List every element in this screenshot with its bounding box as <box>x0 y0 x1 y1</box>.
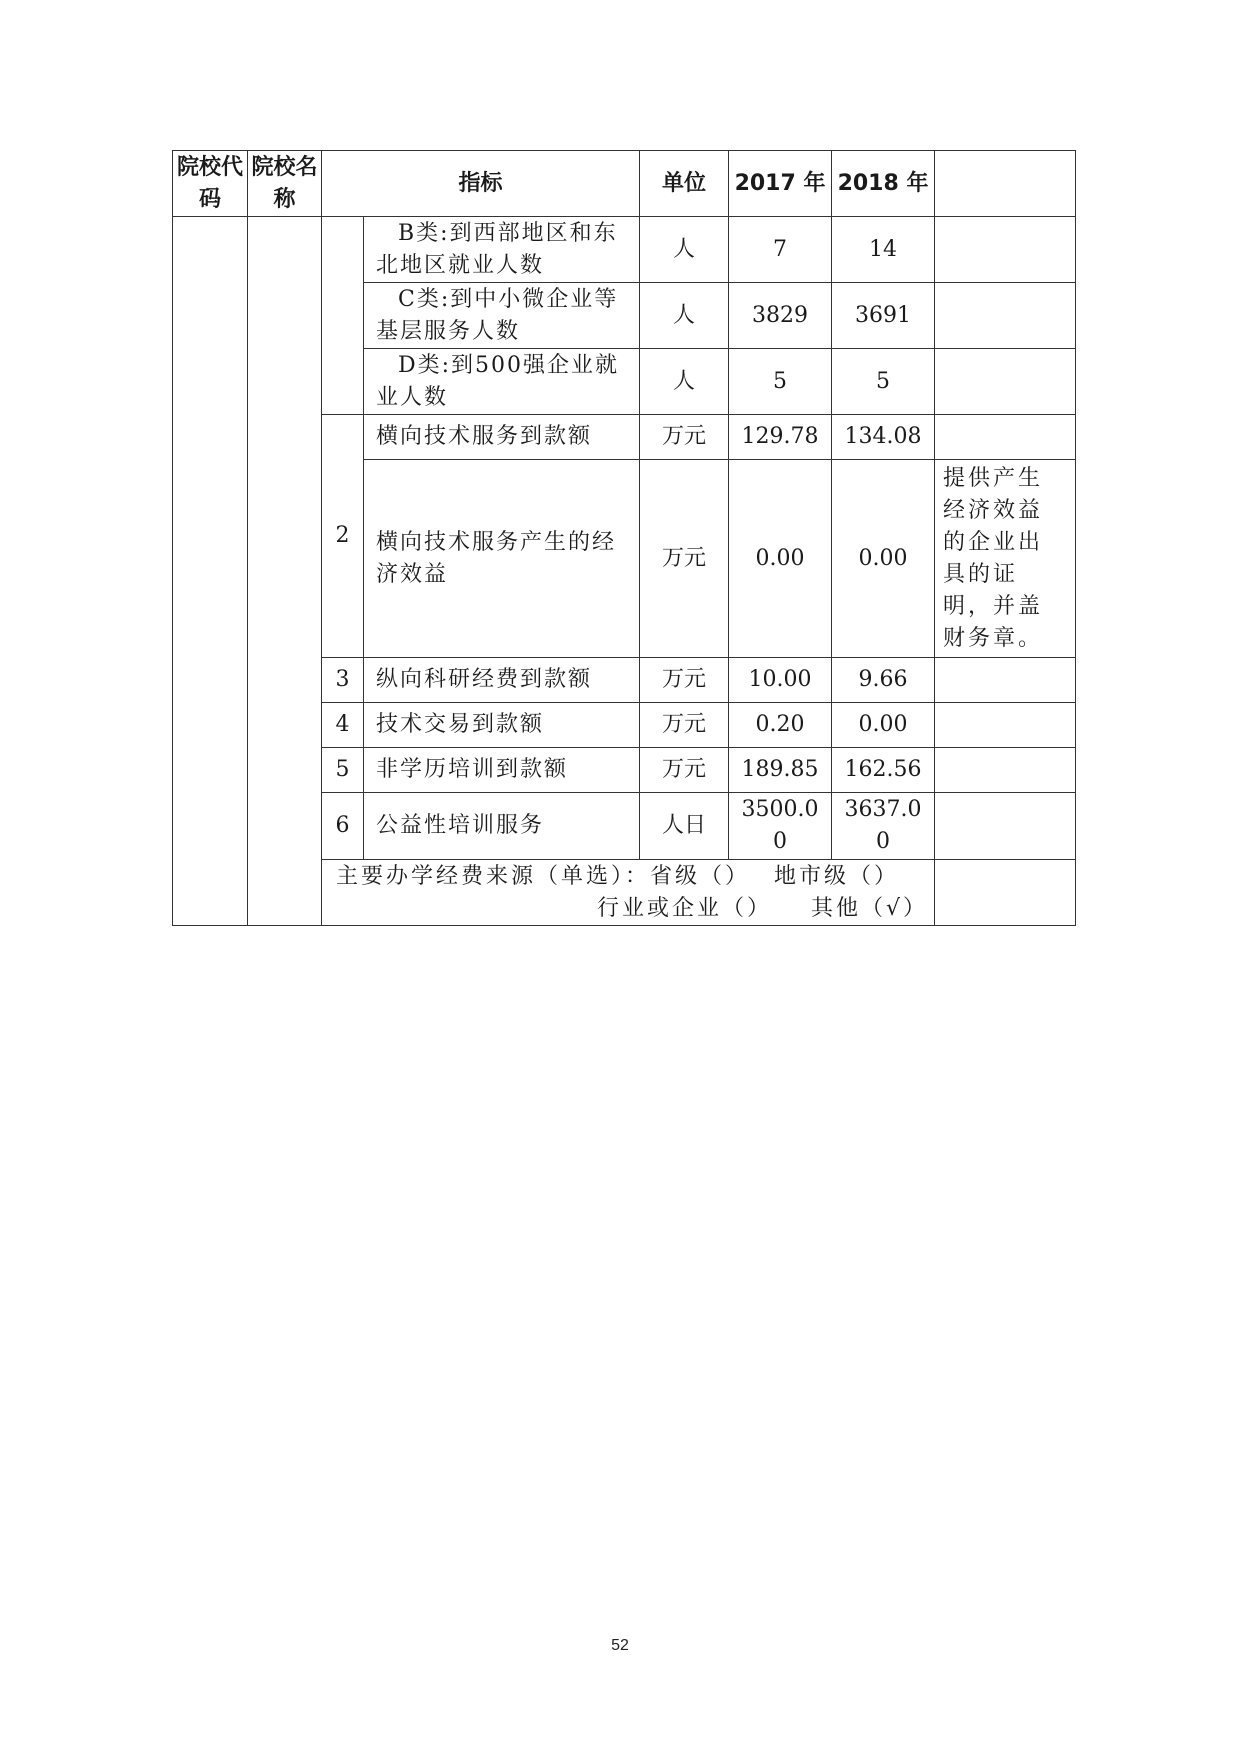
value-2017-cell: 0.00 <box>729 460 832 658</box>
table-row <box>173 217 1076 283</box>
unit-cell: 万元 <box>640 748 729 793</box>
value-2018-cell: 9.66 <box>832 658 935 703</box>
unit-cell: 人日 <box>640 793 729 860</box>
indicator-cell: 公益性培训服务 <box>364 793 640 860</box>
unit-cell: 万元 <box>640 415 729 460</box>
header-school-code: 院校代码 <box>173 151 248 217</box>
funding-source-cell <box>322 860 935 926</box>
item-no-cell: 5 <box>322 748 364 793</box>
value-2017-cell: 5 <box>729 349 832 415</box>
note-cell <box>935 860 1076 926</box>
value-2017-cell: 3500.00 <box>729 793 832 860</box>
value-2018-cell: 0.00 <box>832 703 935 748</box>
item-no-cell: 6 <box>322 793 364 860</box>
value-2017-cell: 0.20 <box>729 703 832 748</box>
page-number: 52 <box>611 1637 629 1654</box>
school-code-cell <box>173 217 248 926</box>
header-row <box>173 151 1076 217</box>
unit-cell: 人 <box>640 217 729 283</box>
note-cell <box>935 748 1076 793</box>
header-note <box>935 151 1076 217</box>
note-cell <box>935 703 1076 748</box>
value-2018-cell: 0.00 <box>832 460 935 658</box>
indicator-cell: 横向技术服务产生的经济效益 <box>364 460 640 658</box>
item-no-cell: 4 <box>322 703 364 748</box>
value-2018-cell: 14 <box>832 217 935 283</box>
value-2018-cell: 3637.00 <box>832 793 935 860</box>
header-unit: 单位 <box>640 151 729 217</box>
note-cell <box>935 217 1076 283</box>
data-table <box>172 150 1076 926</box>
note-cell: 提供产生经济效益的企业出具的证明，并盖财务章。 <box>935 460 1076 658</box>
note-cell <box>935 349 1076 415</box>
value-2018-cell: 3691 <box>832 283 935 349</box>
indicator-cell: D类:到500强企业就业人数 <box>364 349 640 415</box>
funding-source-line1: 主要办学经费来源（单选）：省级（） 地市级（） <box>336 863 899 889</box>
funding-source-line2: 行业或企业（） 其他（√） <box>596 895 929 921</box>
unit-cell: 万元 <box>640 460 729 658</box>
value-2018-cell: 162.56 <box>832 748 935 793</box>
item-no-cell: 3 <box>322 658 364 703</box>
unit-cell: 万元 <box>640 703 729 748</box>
item-no-cell: 2 <box>322 415 364 658</box>
value-2018-cell: 5 <box>832 349 935 415</box>
header-2017: 2017 年 <box>729 151 832 217</box>
value-2017-cell: 10.00 <box>729 658 832 703</box>
indicator-cell: 横向技术服务到款额 <box>364 415 640 460</box>
school-name-cell <box>248 217 322 926</box>
value-2018-cell: 134.08 <box>832 415 935 460</box>
unit-cell: 人 <box>640 283 729 349</box>
indicator-cell: B类:到西部地区和东北地区就业人数 <box>364 217 640 283</box>
header-indicator: 指标 <box>322 151 640 217</box>
note-cell <box>935 658 1076 703</box>
value-2017-cell: 129.78 <box>729 415 832 460</box>
unit-cell: 万元 <box>640 658 729 703</box>
value-2017-cell: 7 <box>729 217 832 283</box>
indicator-cell: C类:到中小微企业等基层服务人数 <box>364 283 640 349</box>
header-2018: 2018 年 <box>832 151 935 217</box>
note-cell <box>935 793 1076 860</box>
header-school-name: 院校名称 <box>248 151 322 217</box>
unit-cell: 人 <box>640 349 729 415</box>
note-cell <box>935 283 1076 349</box>
group-no-cell <box>322 217 364 415</box>
value-2017-cell: 3829 <box>729 283 832 349</box>
value-2017-cell: 189.85 <box>729 748 832 793</box>
note-cell <box>935 415 1076 460</box>
indicator-cell: 纵向科研经费到款额 <box>364 658 640 703</box>
indicator-cell: 技术交易到款额 <box>364 703 640 748</box>
indicator-cell: 非学历培训到款额 <box>364 748 640 793</box>
